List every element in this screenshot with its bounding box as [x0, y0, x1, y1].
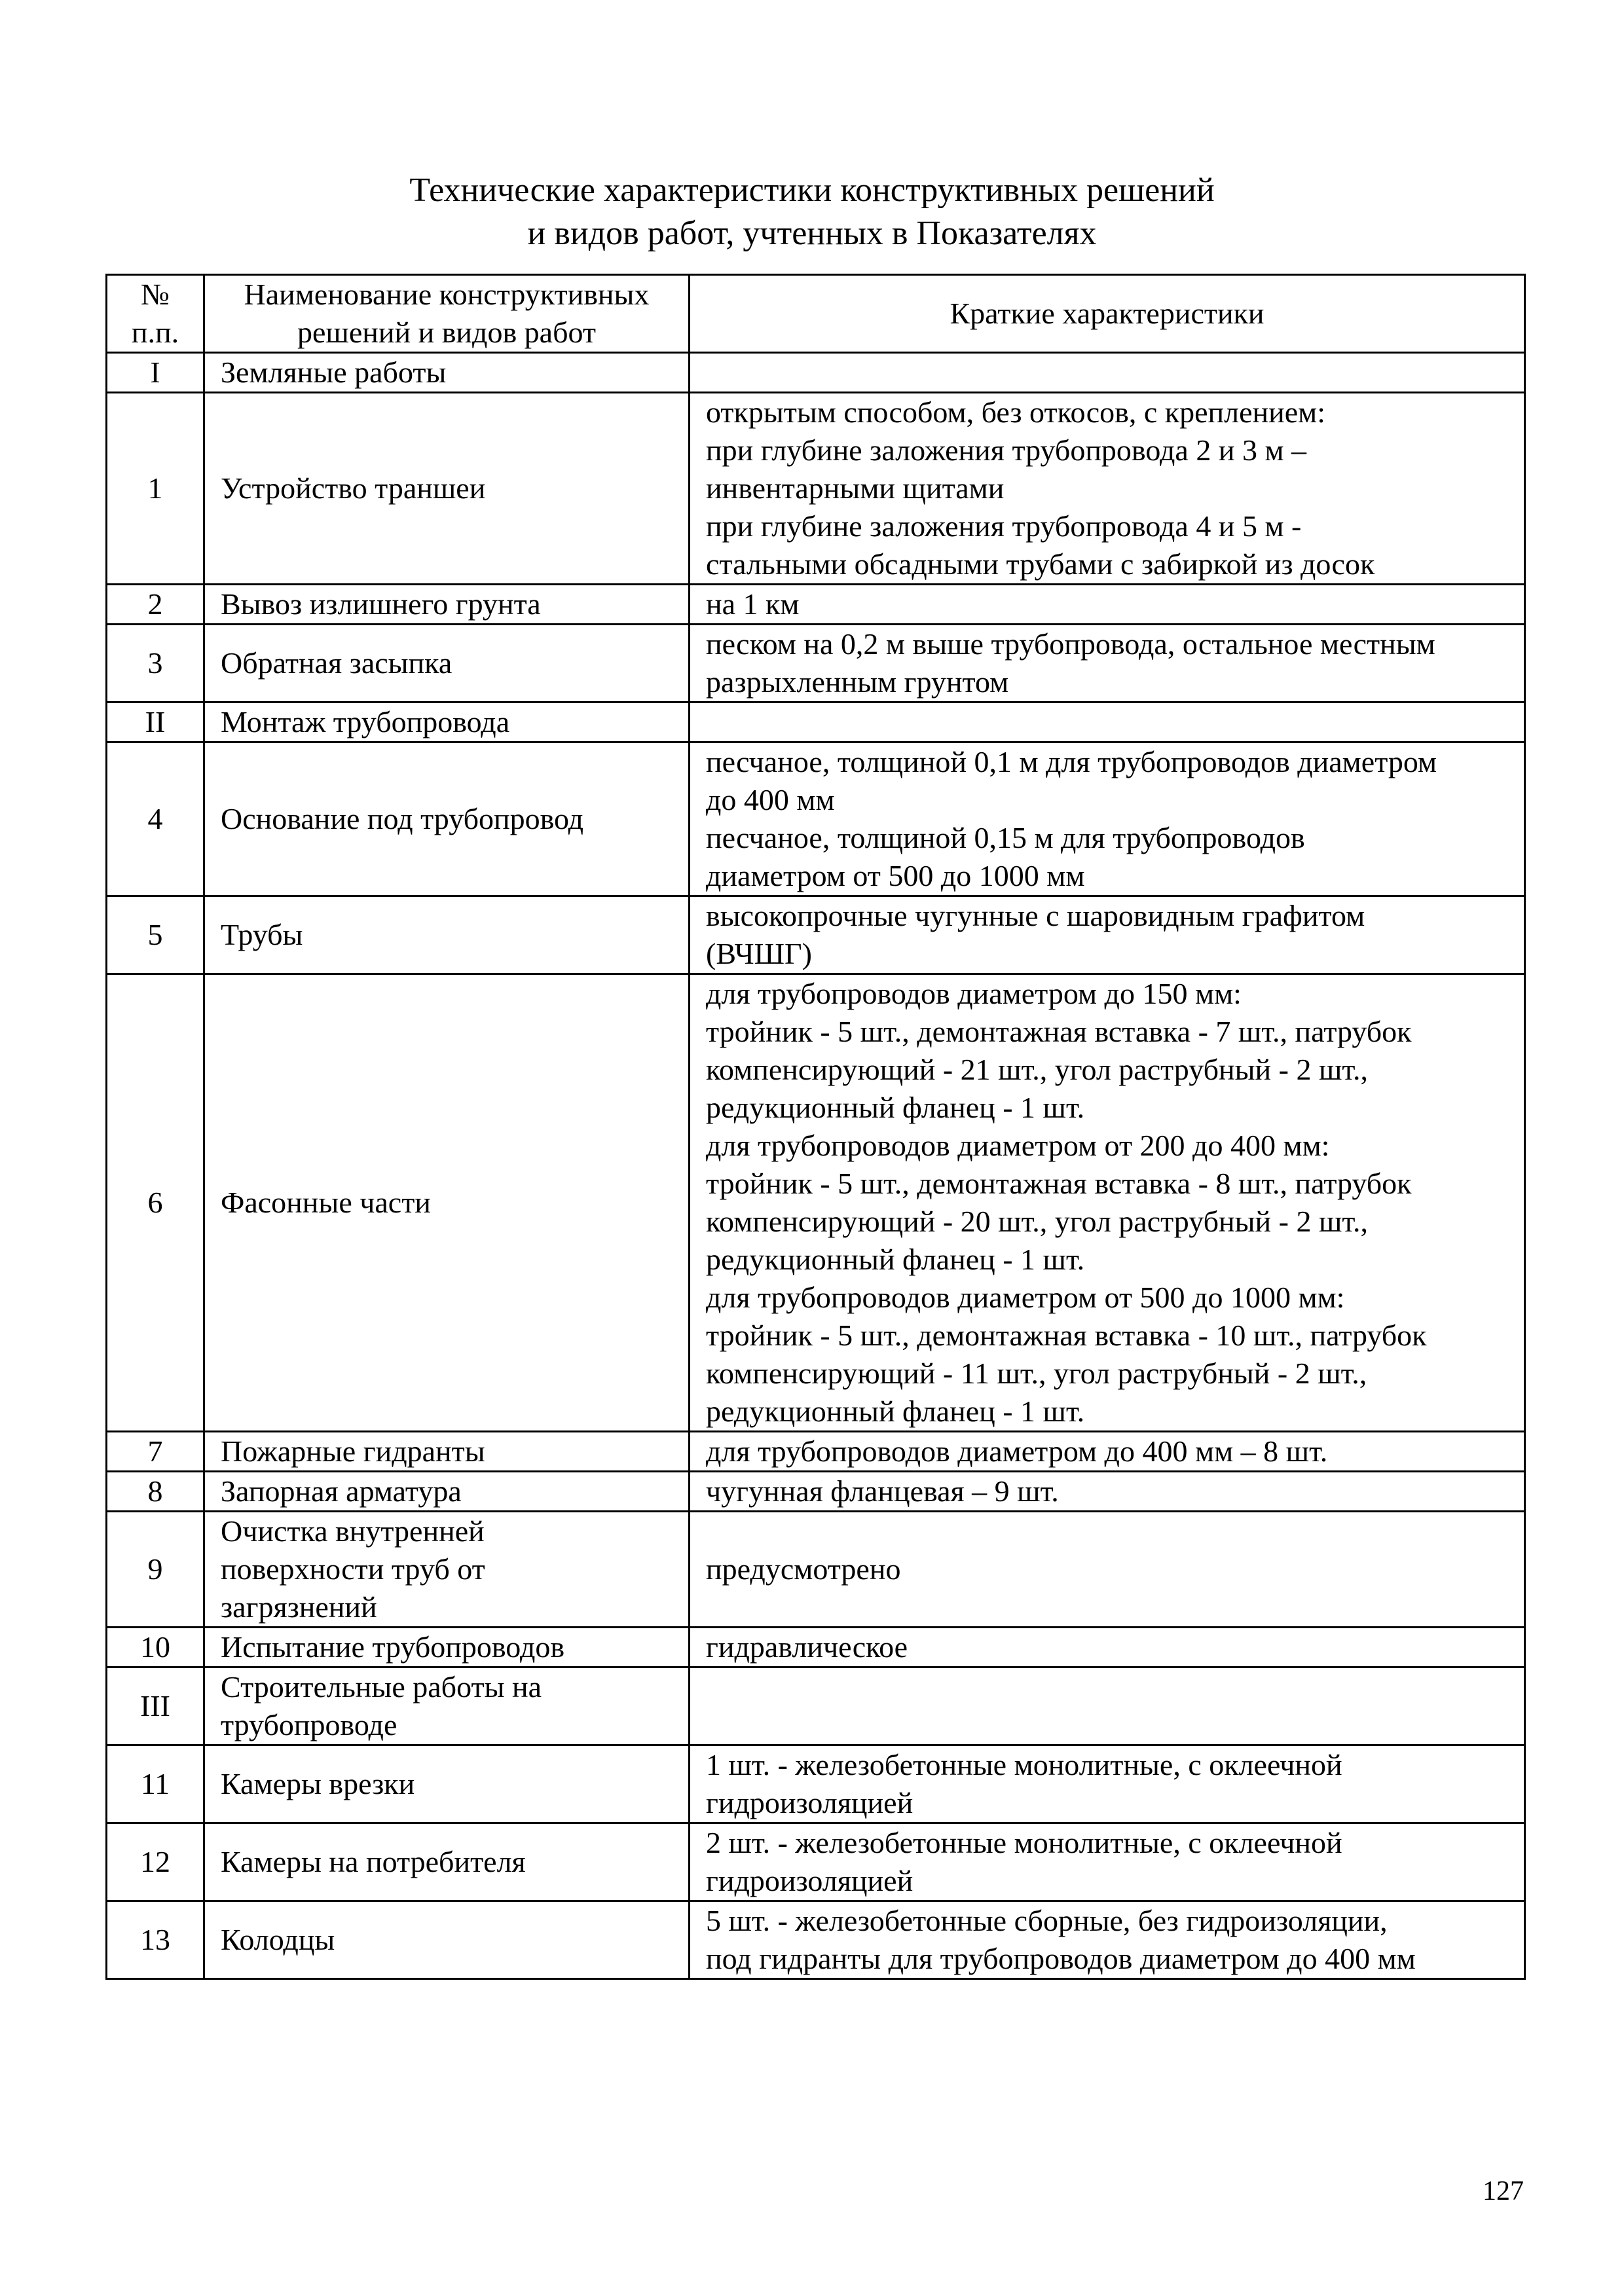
row-name — [204, 1667, 690, 1745]
table-row — [107, 393, 1525, 585]
row-description — [690, 1823, 1525, 1901]
header-desc-text: Краткие характеристики — [950, 297, 1264, 330]
row-name-line: Колодцы — [221, 1923, 335, 1956]
row-name-line: Фасонные части — [221, 1186, 431, 1219]
row-name-line: Трубы — [221, 918, 303, 951]
row-name — [204, 1745, 690, 1823]
row-description — [690, 896, 1525, 974]
row-description-line: песчаное, толщиной 0,15 м для трубопроводов — [706, 821, 1305, 854]
row-name-line: Испытание трубопроводов — [221, 1630, 565, 1664]
row-description-line: открытым способом, без откосов, с креплением: — [706, 395, 1326, 429]
row-description — [690, 702, 1525, 742]
table-row — [107, 702, 1525, 742]
row-description-line: при глубине заложения трубопровода 4 и 5 м - — [706, 509, 1302, 543]
row-number — [107, 1901, 204, 1979]
row-description-line: для трубопроводов диаметром от 500 до 1000 мм: — [706, 1281, 1345, 1314]
row-description-line: гидроизоляцией — [706, 1864, 913, 1897]
row-name — [204, 896, 690, 974]
row-name — [204, 1823, 690, 1901]
row-description — [690, 585, 1525, 625]
table-header-row — [107, 275, 1525, 353]
row-name — [204, 1628, 690, 1667]
row-description — [690, 1628, 1525, 1667]
header-name-line-2: решений и видов работ — [297, 316, 596, 349]
row-name-line: Земляные работы — [221, 355, 447, 389]
row-name-line: Основание под трубопровод — [221, 802, 584, 835]
row-number — [107, 1823, 204, 1901]
row-number-text: 4 — [147, 802, 163, 835]
row-description-line: при глубине заложения трубопровода 2 и 3 м – — [706, 433, 1307, 467]
row-number — [107, 625, 204, 702]
row-name-line: Пожарные гидранты — [221, 1434, 485, 1468]
row-name-line: Строительные работы на — [221, 1670, 542, 1704]
row-description-line: компенсирующий - 11 шт., угол раструбный - 2 шт., — [706, 1357, 1367, 1390]
row-description — [690, 974, 1525, 1432]
page-number: 127 — [1483, 2176, 1524, 2206]
row-number — [107, 1472, 204, 1512]
row-name — [204, 393, 690, 585]
row-description-line: разрыхленным грунтом — [706, 665, 1009, 699]
row-name-line: Вывоз излишнего грунта — [221, 587, 541, 621]
row-number — [107, 742, 204, 896]
row-number-text: 10 — [140, 1630, 170, 1664]
row-description-line: тройник - 5 шт., демонтажная вставка - 8 шт., патрубок — [706, 1167, 1412, 1200]
row-number-text: 9 — [147, 1552, 163, 1586]
row-number — [107, 585, 204, 625]
row-number — [107, 1432, 204, 1472]
header-name — [204, 275, 690, 353]
row-description — [690, 1512, 1525, 1628]
row-name — [204, 1512, 690, 1628]
row-description-line: для трубопроводов диаметром от 200 до 400 мм: — [706, 1129, 1330, 1162]
row-description-line: предусмотрено — [706, 1552, 901, 1586]
row-description-line: диаметром от 500 до 1000 мм — [706, 859, 1085, 892]
row-number-text: 11 — [140, 1767, 170, 1800]
row-number — [107, 353, 204, 393]
row-number-text: 1 — [147, 471, 163, 505]
row-number-text: 5 — [147, 918, 163, 951]
row-description — [690, 625, 1525, 702]
row-description-line: 5 шт. - железобетонные сборные, без гидроизоляции, — [706, 1904, 1388, 1937]
row-description-line: песком на 0,2 м выше трубопровода, остальное местным — [706, 627, 1435, 661]
row-name — [204, 625, 690, 702]
row-description-line: тройник - 5 шт., демонтажная вставка - 10 шт., патрубок — [706, 1319, 1427, 1352]
row-number-text: 2 — [147, 587, 163, 621]
row-description-line: стальными обсадными трубами с забиркой из досок — [706, 547, 1375, 581]
row-description-line: чугунная фланцевая – 9 шт. — [706, 1474, 1059, 1508]
header-name-line-1: Наименование конструктивных — [244, 278, 650, 311]
row-name — [204, 1432, 690, 1472]
row-description — [690, 1745, 1525, 1823]
row-number — [107, 393, 204, 585]
row-number — [107, 974, 204, 1432]
row-number-text: 7 — [147, 1434, 163, 1468]
table-row — [107, 585, 1525, 625]
row-name-line: Камеры врезки — [221, 1767, 415, 1800]
row-name-line: Камеры на потребителя — [221, 1845, 526, 1878]
row-number — [107, 1628, 204, 1667]
row-description-line: тройник - 5 шт., демонтажная вставка - 7 шт., патрубок — [706, 1015, 1412, 1048]
document-title — [0, 169, 1624, 255]
row-description-line: компенсирующий - 21 шт., угол раструбный - 2 шт., — [706, 1053, 1369, 1086]
row-name — [204, 742, 690, 896]
table-row — [107, 974, 1525, 1432]
table-row — [107, 625, 1525, 702]
table-row — [107, 1823, 1525, 1901]
table-row — [107, 1745, 1525, 1823]
header-num-line-1: № — [141, 278, 170, 311]
title-line-1: Технические характеристики конструктивных решений — [409, 172, 1215, 209]
row-description — [690, 353, 1525, 393]
row-number-text: II — [145, 705, 166, 738]
title-line-2: и видов работ, учтенных в Показателях — [527, 215, 1097, 252]
row-description — [690, 1472, 1525, 1512]
table-row — [107, 1628, 1525, 1667]
row-description-line: редукционный фланец - 1 шт. — [706, 1091, 1085, 1124]
row-description-empty — [706, 703, 1524, 741]
row-description — [690, 1667, 1525, 1745]
row-description-line: до 400 мм — [706, 783, 835, 816]
row-name — [204, 974, 690, 1432]
row-number — [107, 702, 204, 742]
row-number-text: 12 — [140, 1845, 170, 1878]
row-description — [690, 1432, 1525, 1472]
row-description-line: высокопрочные чугунные с шаровидным графитом — [706, 899, 1365, 932]
row-description-line: для трубопроводов диаметром до 150 мм: — [706, 977, 1242, 1010]
row-description-line: инвентарными щитами — [706, 471, 1005, 505]
table-row — [107, 1901, 1525, 1979]
row-number-text: I — [150, 355, 160, 389]
row-number-text: 8 — [147, 1474, 163, 1508]
row-name — [204, 585, 690, 625]
table-body — [107, 353, 1525, 1979]
row-description-empty — [706, 354, 1524, 392]
row-name — [204, 1472, 690, 1512]
table-row — [107, 896, 1525, 974]
row-name-line: трубопроводе — [221, 1708, 397, 1741]
row-name — [204, 353, 690, 393]
header-num-line-2: п.п. — [131, 316, 179, 349]
row-name-line: Обратная засыпка — [221, 646, 452, 680]
row-number-text: III — [140, 1689, 170, 1722]
row-description-line: 1 шт. - железобетонные монолитные, с оклеечной — [706, 1748, 1342, 1781]
row-description-line: 2 шт. - железобетонные монолитные, с оклеечной — [706, 1826, 1342, 1859]
row-number — [107, 896, 204, 974]
row-name-line: Устройство траншеи — [221, 471, 486, 505]
row-description-line: гидроизоляцией — [706, 1786, 913, 1819]
row-description-line: песчаное, толщиной 0,1 м для трубопроводов диаметром — [706, 745, 1437, 778]
row-description-line: для трубопроводов диаметром до 400 мм – 8 шт. — [706, 1434, 1328, 1468]
row-name — [204, 1901, 690, 1979]
row-number-text: 13 — [140, 1923, 170, 1956]
characteristics-table — [105, 274, 1526, 1980]
header-desc — [690, 275, 1525, 353]
row-description-line: (ВЧШГ) — [706, 937, 812, 970]
row-description-line: редукционный фланец - 1 шт. — [706, 1243, 1085, 1276]
row-description-line: на 1 км — [706, 587, 800, 621]
table-row — [107, 1432, 1525, 1472]
row-name-line: поверхности труб от — [221, 1552, 485, 1586]
row-description-line: редукционный фланец - 1 шт. — [706, 1394, 1085, 1428]
row-number — [107, 1745, 204, 1823]
row-description-line: компенсирующий - 20 шт., угол раструбный - 2 шт., — [706, 1205, 1369, 1238]
row-name-line: Запорная арматура — [221, 1474, 462, 1508]
row-name-line: загрязнений — [221, 1590, 377, 1624]
row-number — [107, 1667, 204, 1745]
table-row — [107, 1512, 1525, 1628]
row-description — [690, 393, 1525, 585]
row-name-line: Монтаж трубопровода — [221, 705, 510, 738]
table-row — [107, 1667, 1525, 1745]
row-number-text: 6 — [147, 1186, 163, 1219]
row-description-line: под гидранты для трубопроводов диаметром до 400 мм — [706, 1942, 1416, 1975]
header-num — [107, 275, 204, 353]
row-description — [690, 742, 1525, 896]
row-description-empty — [706, 1687, 1524, 1725]
row-description — [690, 1901, 1525, 1979]
table-row — [107, 742, 1525, 896]
row-name — [204, 702, 690, 742]
row-number — [107, 1512, 204, 1628]
table-row — [107, 353, 1525, 393]
table-row — [107, 1472, 1525, 1512]
row-number-text: 3 — [147, 646, 163, 680]
row-description-line: гидравлическое — [706, 1630, 908, 1664]
row-name-line: Очистка внутренней — [221, 1514, 485, 1548]
